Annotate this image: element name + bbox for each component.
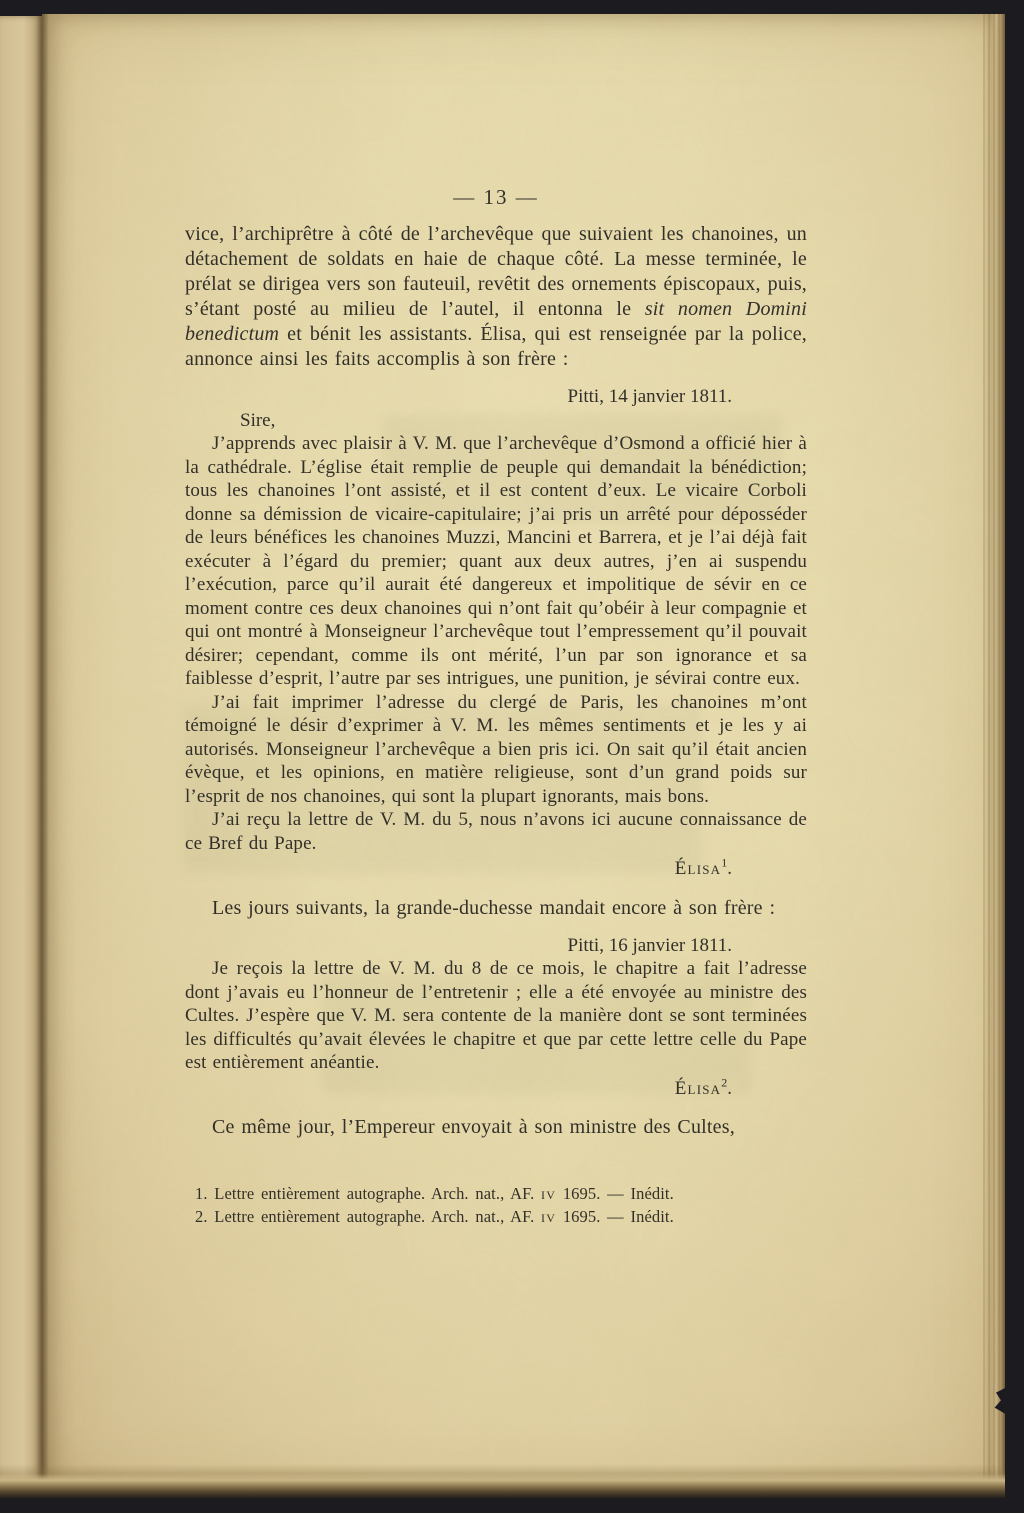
letter-1-paragraph: J’ai fait imprimer l’adresse du clergé de Paris, les chanoines m’ont témoigné le désir d’exprimer à V. M. les mêmes sentiments et je les y ai autorisés. Monseigneur l’archevêque a bien pris ici. On sait qu’il était ancien évèque, et les opinions, en matière religieuse, sont d’un grand poids sur l’esprit de nos chanoines, qui sont la plupart ignorants, mais bons. — [185, 691, 807, 807]
letter-1-signature — [185, 857, 807, 881]
footnote-marker: 1 — [721, 855, 728, 870]
footnote-text: 2. Lettre entièrement autographe. Arch. nat., AF. — [195, 1207, 542, 1226]
paragraph-text: et bénit les assistants. Élisa, qui est renseignée par la police, annonce ainsi les faits accomplis à son frère : — [185, 323, 807, 370]
narrative-paragraph: Les jours suivants, la grande-duchesse mandait encore à son frère : — [212, 896, 776, 919]
bottom-page-edges — [0, 1464, 1005, 1498]
signature-period: . — [727, 1077, 732, 1099]
narrative-paragraph: Ce même jour, l’Empereur envoyait à son ministre des Cultes, — [212, 1116, 735, 1138]
letter-1-paragraph: J’apprends avec plaisir à V. M. que l’archevêque d’Osmond a officié hier à la cathédrale. L’église était remplie de peuple qui demandait la bénédiction; tous les chanoines l’ont assisté, et il est content d’eux. Le vicaire Corboli donne sa démission de vicaire-capitulaire; j’ai pris un arrêté pour déposséder de leurs bénéfices les chanoines Muzzi, Mancini et Barrera, et je l’ai déjà fait exécuter à l’égard du premier; quant aux deux autres, j’en ai suspendu l’exécution, parce qu’il aurait été dangereux et impolitique de sévir en ce moment contre ces deux chanoines qui n’ont fait qu’obéir à leur compagnie et qui ont montré à Monseigneur l’archevêque tout l’empressement qu’il pouvait désirer; cependant, comme ils ont mérité, l’un par son ignorance et sa faiblesse d’esprit, l’autre par ses intrigues, une punition, je sévirai contre eux. — [185, 433, 807, 689]
letter-2-paragraph: Je reçois la lettre de V. M. du 8 de ce mois, le chapitre a fait l’adresse dont j’avais eu l’honneur de l’entretenir ; elle a été envoyée au ministre des Cultes. J’espère que V. M. sera contente de la manière dont se sont terminées les difficultés qu’avait élevées le chapitre et que par cette lettre celle du Pape est entièrement anéantie. — [185, 958, 807, 1073]
letter-1-salutation: Sire, — [240, 409, 276, 431]
signature-name: Élisa — [674, 858, 722, 879]
letter-2-signature — [185, 1077, 807, 1101]
letter-1-dateline: Pitti, 14 janvier 1811. — [567, 386, 732, 407]
fore-edge — [983, 14, 1005, 1496]
signature-name: Élisa — [674, 1077, 722, 1099]
letter-2-dateline: Pitti, 16 janvier 1811. — [567, 934, 732, 956]
facing-page-edge — [0, 16, 42, 1484]
book-page — [42, 14, 1005, 1496]
footnote-roman-numeral: iv — [541, 1207, 557, 1226]
footnote-text: 1. Lettre entièrement autographe. Arch. nat., AF. — [195, 1184, 542, 1203]
footnote-text: 1695. — Inédit. — [556, 1184, 674, 1203]
latin-phrase: sit nomen Domini benedictum — [185, 298, 808, 345]
footnote-marker: 2 — [721, 1075, 728, 1090]
letter-1-paragraph: J’ai reçu la lettre de V. M. du 5, nous n’avons ici aucune connaissance de ce Bref du Pape. — [185, 809, 807, 854]
footnote-text: 1695. — Inédit. — [556, 1207, 674, 1226]
footnote-roman-numeral: iv — [541, 1184, 557, 1203]
paragraph-continuation — [185, 222, 807, 372]
footnote-2 — [195, 1205, 807, 1228]
page-number: — 13 — — [453, 185, 539, 209]
footnotes — [185, 1182, 807, 1228]
page-content — [185, 184, 807, 1228]
footnote-1 — [195, 1182, 807, 1205]
letter-1 — [185, 385, 807, 881]
paragraph-text: vice, l’archiprêtre à côté de l’archevêque que suivaient les chanoines, un détachement de soldats en haie de chaque côté. La messe terminée, le prélat se dirigea vers son fauteuil, revêtit des ornements épiscopaux, puis, s’étant posté au milieu de l’autel, il entonna le — [185, 223, 807, 320]
signature-period: . — [727, 858, 732, 879]
letter-2 — [185, 934, 807, 1101]
